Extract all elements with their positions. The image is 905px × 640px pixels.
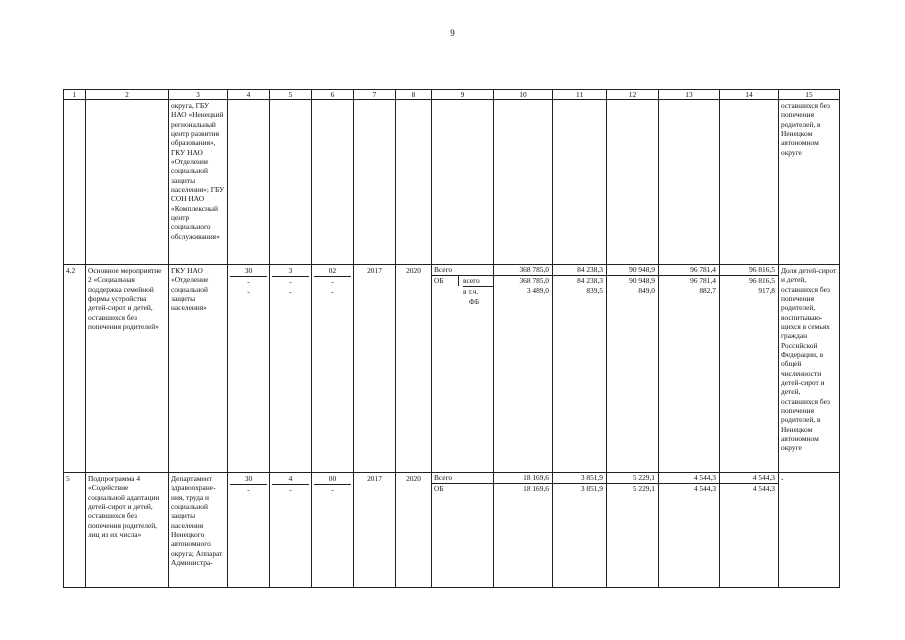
value: 5 229,1 — [632, 484, 655, 493]
col-header: 3 — [169, 90, 228, 100]
value: 84 238,3 — [577, 276, 603, 285]
value: - — [331, 287, 334, 296]
col-header: 6 — [312, 90, 354, 100]
col-header: 2 — [86, 90, 169, 100]
cell-total — [494, 473, 553, 588]
cell — [270, 100, 312, 265]
value: 5 229,1 — [607, 473, 658, 484]
cell — [86, 100, 169, 265]
cell — [64, 100, 86, 265]
cell-end-year: 2020 — [396, 473, 432, 588]
value: - — [331, 277, 334, 286]
value: 4 — [272, 474, 309, 485]
col-header: 13 — [659, 90, 720, 100]
value: 849,0 — [638, 286, 655, 295]
source-including: в т.ч. — [463, 287, 479, 296]
cell-2019 — [659, 265, 720, 473]
value: - — [289, 485, 292, 494]
cell-executor: ГКУ НАО «Отделение социальной защиты населения» — [169, 265, 228, 473]
value: 917,8 — [758, 286, 775, 295]
value: 3 489,0 — [526, 286, 549, 295]
cell-section — [270, 265, 312, 473]
source-ob-total: всего — [463, 276, 493, 287]
value: 90 948,9 — [607, 265, 658, 276]
col-header: 15 — [779, 90, 840, 100]
header-row — [64, 90, 840, 100]
value: 96 816,5 — [749, 276, 775, 285]
cell — [720, 100, 779, 265]
value: 90 948,9 — [629, 276, 655, 285]
cell-indicator: Доля детей-сирот и детей, оставшихся без попечения родителей, воспитываю-щихся в семьях граждан Российской Федерации, в общей численности детей-сирот и детей, оставшихся без попечения родителей, в Ненецком автономном округе — [779, 265, 840, 473]
value: - — [289, 287, 292, 296]
col-header: 12 — [607, 90, 659, 100]
cell — [659, 100, 720, 265]
value: - — [247, 287, 250, 296]
value: 3 851,9 — [553, 473, 606, 484]
cell-indicator: оставшихся без попечения родителей, в Ненецком автономном округе — [779, 100, 840, 265]
cell-subsection — [312, 265, 354, 473]
value: 30 — [230, 266, 267, 277]
value: 4 544,3 — [693, 484, 716, 493]
value: 4 544,3 — [752, 484, 775, 493]
value: 18 169,6 — [523, 484, 549, 493]
value: - — [289, 277, 292, 286]
col-header: 1 — [64, 90, 86, 100]
value: - — [247, 485, 250, 494]
cell — [228, 100, 270, 265]
cell — [312, 100, 354, 265]
cell-2018 — [607, 473, 659, 588]
table-row — [64, 265, 840, 473]
cell-start-year: 2017 — [354, 473, 396, 588]
value: 30 — [230, 474, 267, 485]
cell-2019 — [659, 473, 720, 588]
value: 4 544,3 — [659, 473, 719, 484]
value: 96 781,4 — [690, 276, 716, 285]
cell-section — [270, 473, 312, 588]
value: 96 781,4 — [659, 265, 719, 276]
source-ob: ОБ — [432, 276, 459, 286]
cell-2017 — [553, 265, 607, 473]
cell-source — [432, 473, 494, 588]
cell-name: Основное мероприятие 2 «Социальная поддержка семейной формы устройства детей-сирот и детей, оставшихся без попечения родителей» — [86, 265, 169, 473]
cell-grbs — [228, 265, 270, 473]
cell-executor: округа, ГБУ НАО «Ненецкий региональный центр развития образования», ГКУ НАО «Отделение социальной защиты населения»; ГБУ СОН НАО «Комплексный центр социального обслуживания» — [169, 100, 228, 265]
cell-grbs — [228, 473, 270, 588]
cell — [607, 100, 659, 265]
value: 882,7 — [699, 286, 716, 295]
col-header: 14 — [720, 90, 779, 100]
col-header: 8 — [396, 90, 432, 100]
cell — [396, 100, 432, 265]
col-header: 5 — [270, 90, 312, 100]
cell — [553, 100, 607, 265]
cell — [494, 100, 553, 265]
cell-start-year: 2017 — [354, 265, 396, 473]
col-header: 9 — [432, 90, 494, 100]
source-total: Всего — [432, 265, 493, 276]
value: 3 851,9 — [580, 484, 603, 493]
cell-name: Подпрограмма 4 «Содействие социальной адаптации детей-сирот и детей, оставшихся без попечения родителей, лиц из их числа» — [86, 473, 169, 588]
col-header: 10 — [494, 90, 553, 100]
cell-subsection — [312, 473, 354, 588]
cell-number: 4.2 — [64, 265, 86, 473]
value: 368 785,0 — [494, 265, 552, 276]
value: 368 785,0 — [519, 276, 549, 285]
col-header: 11 — [553, 90, 607, 100]
cell-2018 — [607, 265, 659, 473]
source-ob: ОБ — [434, 484, 444, 493]
cell-2017 — [553, 473, 607, 588]
value: - — [331, 485, 334, 494]
cell-number: 5 — [64, 473, 86, 588]
col-header: 7 — [354, 90, 396, 100]
cell-executor: Департамент здравоохране-ния, труда и социальной защиты населения Ненецкого автономного округа; Аппарат Администра- — [169, 473, 228, 588]
source-total: Всего — [432, 473, 493, 484]
table-row — [64, 473, 840, 588]
page-number: 9 — [450, 28, 455, 38]
source-fb: ФБ — [469, 297, 480, 306]
cell-indicator: - — [779, 473, 840, 588]
value: 4 544,3 — [720, 473, 778, 484]
cell — [432, 100, 494, 265]
value: 02 — [314, 266, 351, 277]
cell — [354, 100, 396, 265]
value: 00 — [314, 474, 351, 485]
value: 84 238,3 — [553, 265, 606, 276]
table-row — [64, 100, 840, 265]
cell-total — [494, 265, 553, 473]
value: 96 816,5 — [720, 265, 778, 276]
cell-source — [432, 265, 494, 473]
value: 839,5 — [586, 286, 603, 295]
cell-2020 — [720, 265, 779, 473]
program-table — [63, 89, 840, 588]
value: 3 — [272, 266, 309, 277]
value: 18 169,6 — [494, 473, 552, 484]
cell-2020 — [720, 473, 779, 588]
col-header: 4 — [228, 90, 270, 100]
cell-end-year: 2020 — [396, 265, 432, 473]
value: - — [247, 277, 250, 286]
